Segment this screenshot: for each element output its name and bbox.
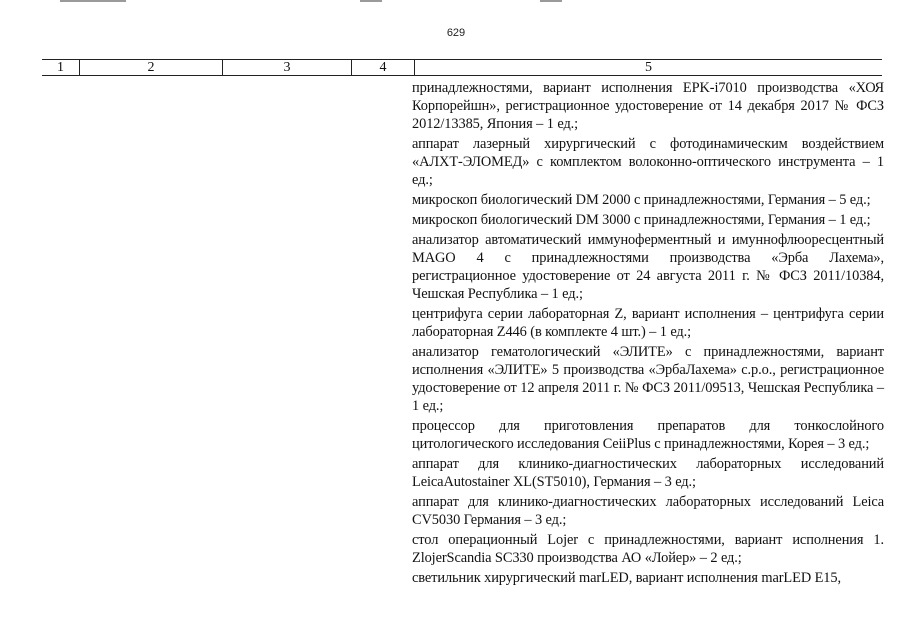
list-item: светильник хирургический marLED, вариант исполнения marLED E15,	[412, 570, 841, 586]
scan-edge-right	[540, 0, 562, 2]
scan-edge-center	[360, 0, 382, 2]
equipment-list	[412, 79, 884, 587]
scan-edge-left	[60, 0, 126, 2]
column-header-2: 2	[79, 60, 222, 75]
table-header	[42, 59, 882, 76]
list-item: анализатор гематологический «ЭЛИТЕ» с принадлежностями, вариант исполнения «ЭЛИТЕ» 5 производства «ЭрбаЛахема» с.р.о., регистрационное удостоверение от 12 апреля 2011 г. № ФСЗ 2011/09513, Чешская Республика – 1 ед.;	[412, 344, 884, 414]
list-item: анализатор автоматический иммуноферментный и имуннофлюоресцентный MAGO 4 с принадлежностями производства «Эрба Лахема», регистрационное удостоверение от 24 августа 2011 г. № ФСЗ 2011/10384, Чешская Республика – 1 ед.;	[412, 232, 884, 302]
column-header-3: 3	[222, 60, 351, 75]
column-header-1: 1	[57, 60, 64, 75]
list-item: аппарат для клинико-диагностических лабораторных исследований Leica CV5030 Германия – 3 ед.;	[412, 494, 884, 528]
column-header-5: 5	[414, 60, 882, 75]
list-item: принадлежностями, вариант исполнения EPK-i7010 производства «ХОЯ Корпорейшн», регистрационное удостоверение от 14 декабря 2017 № ФСЗ 2012/13385, Япония – 1 ед.;	[412, 80, 884, 132]
list-item: микроскоп биологический DM 2000 с принадлежностями, Германия – 5 ед.;	[412, 192, 871, 208]
list-item: центрифуга серии лабораторная Z, вариант исполнения – центрифуга серии лабораторная Z446 (в комплекте 4 шт.) – 1 ед.;	[412, 306, 884, 340]
list-item: аппарат для клинико-диагностических лабораторных исследований LeicaAutostainer XL(ST5010), Германия – 3 ед.;	[412, 456, 884, 490]
list-item: процессор для приготовления препаратов для тонкослойного цитологического исследования CeiiPlus с принадлежностями, Корея – 3 ед.;	[412, 418, 884, 452]
page-number: 629	[446, 27, 466, 39]
column-header-4: 4	[351, 60, 414, 75]
list-item: стол операционный Lojer с принадлежностями, вариант исполнения 1. ZlojerScandia SC330 производства АО «Лойер» – 2 ед.;	[412, 532, 884, 566]
list-item: микроскоп биологический DM 3000 с принадлежностями, Германия – 1 ед.;	[412, 212, 871, 228]
list-item: аппарат лазерный хирургический с фотодинамическим воздействием «АЛХТ-ЭЛОМЕД» с комплектом волоконно-оптического инструмента – 1 ед.;	[412, 136, 884, 188]
